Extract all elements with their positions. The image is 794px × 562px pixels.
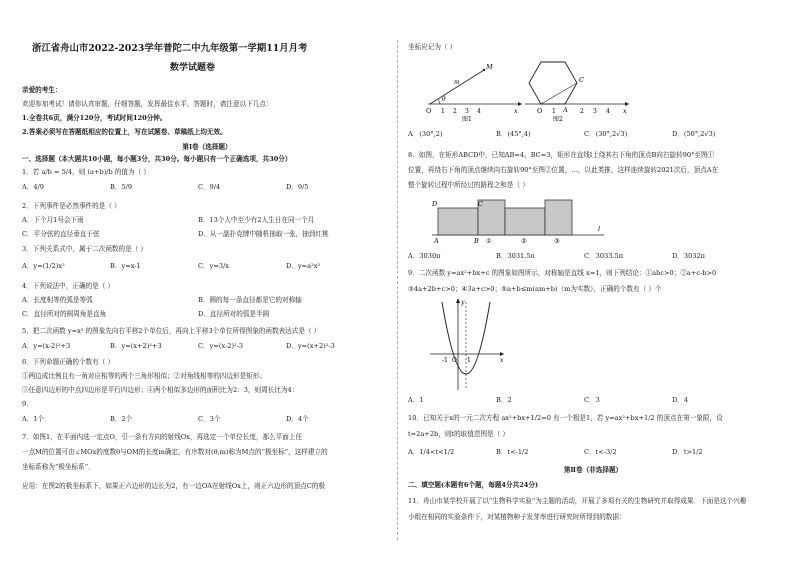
q4-option-d: D．直径所对的弧是半圆 [198, 310, 270, 318]
column-divider [397, 40, 399, 540]
fig1-tick-1: 1 [441, 108, 445, 115]
q10-option-c: C．t<-3/2 [584, 448, 617, 456]
q1-option-c: C．9/4 [198, 183, 221, 191]
q2-option-a: A．下个月1号会下雨 [22, 216, 84, 224]
q8-option-b: B．3031.5π [496, 252, 535, 260]
fig1-tick-4: 4 [477, 108, 481, 115]
q6-line-3: 9． [22, 400, 33, 408]
fig2-tick-4: 4 [606, 108, 610, 115]
q10-options [408, 448, 768, 457]
fig9-label-o: O [452, 357, 457, 364]
fig1-tick-2: 2 [453, 108, 457, 115]
fig1-ray-om [430, 70, 484, 104]
fig1-point-m [483, 69, 485, 71]
fig8-label-c: C [478, 200, 483, 208]
q8-line-3: 整个旋转过程中所经过的路程之和是（ ） [408, 181, 529, 189]
q10-option-d: D．t>1/2 [672, 448, 703, 456]
q6-line-2: ③任意四边形的中点四边形是平行四边形；④两个相似多边形的面积比为2：3，则周长比为4： [22, 386, 299, 394]
q5-option-c: C．y=(x-2)²-3 [198, 342, 244, 350]
q2-options [22, 216, 382, 225]
fig2-tick-1: 1 [552, 108, 556, 115]
q11-line-2: 小组在相同的实验条件下，对某植物种子发芽率进行研究时所得到的数据： [408, 513, 626, 521]
left-column [22, 0, 392, 562]
notice-heading: 亲爱的考生： [22, 86, 62, 94]
q6-options [22, 415, 382, 424]
q7-line-1: 7．如图1，在平面内选一定点O，引一条有方向的射线Ox，再选定一个单位长度，那么平面上任 [22, 433, 303, 441]
fig1-label-theta: θ [442, 96, 446, 103]
fig2-axis-arrow [625, 102, 629, 106]
q9-line-1: 9．二次函数 y=ax²+bx+c 的图象如图所示，对称轴是直线 x=1，则下列结论：①abc>0；②a+c-b>0 [408, 269, 717, 277]
q2-option-b: B．13个人中至少有2人生日在同一个月 [198, 216, 315, 224]
q7-options [408, 130, 768, 139]
q4-options-2 [22, 310, 382, 319]
exam-title: 浙江省舟山市2022-2023学年普陀二中九年级第一学期11月月考 [32, 43, 308, 54]
q6-option-a: A．1个 [22, 415, 45, 423]
q5-option-d: D．y=(x+2)²-3 [286, 342, 335, 350]
q5-options [22, 342, 382, 351]
fig8-label-a: A [434, 237, 439, 245]
q3-options [22, 262, 382, 271]
notice-line-1: 欢迎参加考试！请你认真审题，仔细答题，发挥最佳水平，答题时，请注意以下几点： [22, 100, 273, 108]
figure-parabola [428, 296, 508, 392]
part2-title: 第Ⅱ卷（非选择题） [563, 466, 623, 474]
q7-option-d: D．(50°,2√3) [672, 130, 716, 138]
fig8-label-r1: ① [486, 237, 492, 245]
q8-option-a: A．3030π [408, 252, 441, 260]
part1-title: 第Ⅰ卷（选择题） [182, 143, 232, 151]
q1-option-b: B．5/9 [110, 183, 133, 191]
q10-line-1: 10．已知关于x的一元二次方程 ax²+bx+1/2=0 有一个根是1，若 y=ax²+bx+1/2 的顶点在第一象限，设 [408, 414, 723, 422]
fig8-rect-2 [505, 208, 545, 235]
q1-option-d: D．9/5 [286, 183, 309, 191]
q6-option-d: D．4个 [286, 415, 309, 423]
fig1-label-x: x [514, 107, 518, 115]
fig1-label-m: m [454, 79, 460, 86]
figure-1-polar [426, 60, 526, 122]
fig9-label-y: y [461, 299, 465, 306]
q3-option-c: C．y=3/x [198, 262, 230, 270]
fig8-label-d: D [432, 200, 438, 208]
q9-option-b: B．2 [496, 396, 512, 404]
q6-option-c: C．3个 [198, 415, 221, 423]
q3-option-a: A．y=(1/2)x² [22, 262, 65, 270]
q11-line-1: 11．舟山市某学校开展了以“生物科学实验”为主题的活动，开展了多项有关的生物研究并取得成果．下面是这个兴趣 [408, 497, 747, 505]
section1-heading: 一、选择题（本大题共10小题，每小题3分，共30分。每小题只有一个正确选项，共30分） [22, 155, 292, 163]
q9-options [408, 396, 768, 405]
fig8-label-b: B [474, 237, 479, 245]
q8-line-2: 位置，再绕右下角的顶点继续向右旋转90°至图②位置，…，以此类推，这样连续旋转2021次后，顶点A在 [408, 166, 719, 174]
q4-options [22, 296, 382, 305]
fig8-rect-abcd [438, 208, 478, 235]
fig9-label-1: 1 [467, 357, 471, 364]
fig2-label-a: A [563, 106, 568, 114]
q8-options [408, 252, 768, 261]
fig2-label-c: C [579, 76, 584, 84]
fig1-axis-arrow [518, 102, 522, 106]
q8-option-d: D．3032π [672, 252, 705, 260]
q8-option-c: C．3033.5π [584, 252, 624, 260]
q2-options-2 [22, 230, 382, 239]
q2-option-c: C．平分弦的直径垂直于弦 [22, 230, 100, 238]
figure-2-hexagon [523, 50, 633, 122]
question-2: 2．下列事件是必然事件的是（ ） [22, 202, 121, 210]
fig2-hexagon [529, 62, 577, 104]
fig1-tick-3: 3 [465, 108, 469, 115]
q5-option-a: A．y=(x-2)²+3 [22, 342, 71, 350]
fig2-label-o: O [537, 107, 543, 115]
q7-option-a: A．(30°,2) [408, 130, 443, 138]
fig8-rect-3 [545, 200, 572, 235]
notice-line-2: 1.全卷共6页，满分120分，考试时间120分钟。 [22, 114, 167, 122]
q10-option-b: B．t<-1/2 [496, 448, 529, 456]
fig8-label-l: l [598, 225, 601, 233]
fig1-caption: 图1 [462, 116, 472, 122]
q7-option-c: C．(30°,2√3) [584, 130, 628, 138]
fig8-label-r3: ③ [554, 237, 560, 245]
right-column [408, 0, 778, 562]
q7-option-b: B．(45°,4) [496, 130, 531, 138]
question-1: 1．若 a/b = 5/4，则 (a+b)/b 的值为（ ） [22, 168, 150, 176]
fig9-y-arrow [456, 298, 460, 303]
q6-option-b: B．2个 [110, 415, 133, 423]
notice-line-3: 2.答案必须写在答题纸相应的位置上，写在试题卷、草稿纸上均无效。 [22, 128, 227, 136]
q1-options [22, 183, 382, 192]
question-6: 6．下列命题正确的个数有（ ） [22, 358, 115, 366]
q1-option-a: A．4/9 [22, 183, 44, 191]
q7-line-4: 应用：在图2的极坐标系下，如果正六边形的边长为2，有一边OA在射线Ox上，则正六边形的顶点C的极 [22, 482, 326, 490]
q4-option-b: B．圆的每一条直径都是它的对称轴 [198, 296, 302, 304]
q7-tail: 坐标应记为（ ） [408, 43, 457, 51]
figure-rotating-rectangles [428, 192, 608, 248]
q9-option-a: A．1 [408, 396, 424, 404]
exam-subtitle: 数学试题卷 [170, 63, 216, 73]
fig9-label-neg1: -1 [442, 357, 448, 364]
q6-line-1: ①两边成比例且有一角对应相等的两个三角形相似；②对角线相等的四边形是矩形； [22, 372, 266, 380]
section2-heading: 二、填空题(本题有6个题，每题4分共24分) [408, 481, 539, 489]
fig8-label-r2: ② [521, 237, 527, 245]
q10-option-a: A．1/4<t<1/2 [408, 448, 455, 456]
fig1-angle-arc [438, 99, 440, 104]
q7-line-2: 一点M的位置可由∠MOx的度数θ与OM的长度m确定，有序数对(θ,m)称为M点的“极坐标”，这样建立的 [22, 448, 328, 456]
q4-option-a: A．长度相等的弧是等弧 [22, 296, 93, 304]
question-5: 5．把二次函数 y=x² 的图象先向右平移2个单位后，再向上平移3个单位所得图象的函数表达式是（ ） [22, 327, 321, 335]
fig9-label-x: x [500, 357, 504, 364]
q9-line-2: ③4a+2b+c>0；④3a+c>0；⑤a+b≤m(am+b)（m为实数），正确的个数有（ ）个 [408, 285, 662, 293]
fig1-label-point-m: M [486, 63, 493, 71]
fig2-label-x: x [623, 107, 627, 115]
q10-line-2: t=2a+2b，则t的取值范围是（ ） [408, 430, 509, 438]
question-3: 3．下列关系式中，属于二次函数的是（ ） [22, 245, 147, 253]
fig2-caption: 图2 [553, 116, 563, 122]
q2-option-d: D．从一副扑克牌中随机抽取一张，抽到红桃 [198, 230, 329, 238]
q4-option-c: C．直径所对的圆周角是直角 [22, 310, 107, 318]
q8-line-1: 8．如图，在矩形ABCD中，已知AB=4，BC=3，矩形在直线l上绕其右下角的顶点B向右旋转90°至图① [408, 151, 715, 159]
fig2-tick-2: 2 [580, 108, 584, 115]
fig2-tick-3: 3 [593, 108, 597, 115]
q5-option-b: B．y=(x+2)²+3 [110, 342, 162, 350]
fig1-label-o: O [426, 107, 432, 115]
q7-line-3: 坐标系称为“极坐标系”． [22, 463, 95, 471]
q3-option-d: D．y=a²x² [286, 262, 321, 270]
question-4: 4．下列说法中，正确的是（ ） [22, 282, 115, 290]
q3-option-b: B．y=x-1 [110, 262, 141, 270]
fig9-x-arrow [500, 352, 504, 356]
q9-option-c: C．3 [584, 396, 600, 404]
fig2-diagonal-oc [541, 83, 577, 104]
q9-option-d: D．4 [672, 396, 689, 404]
